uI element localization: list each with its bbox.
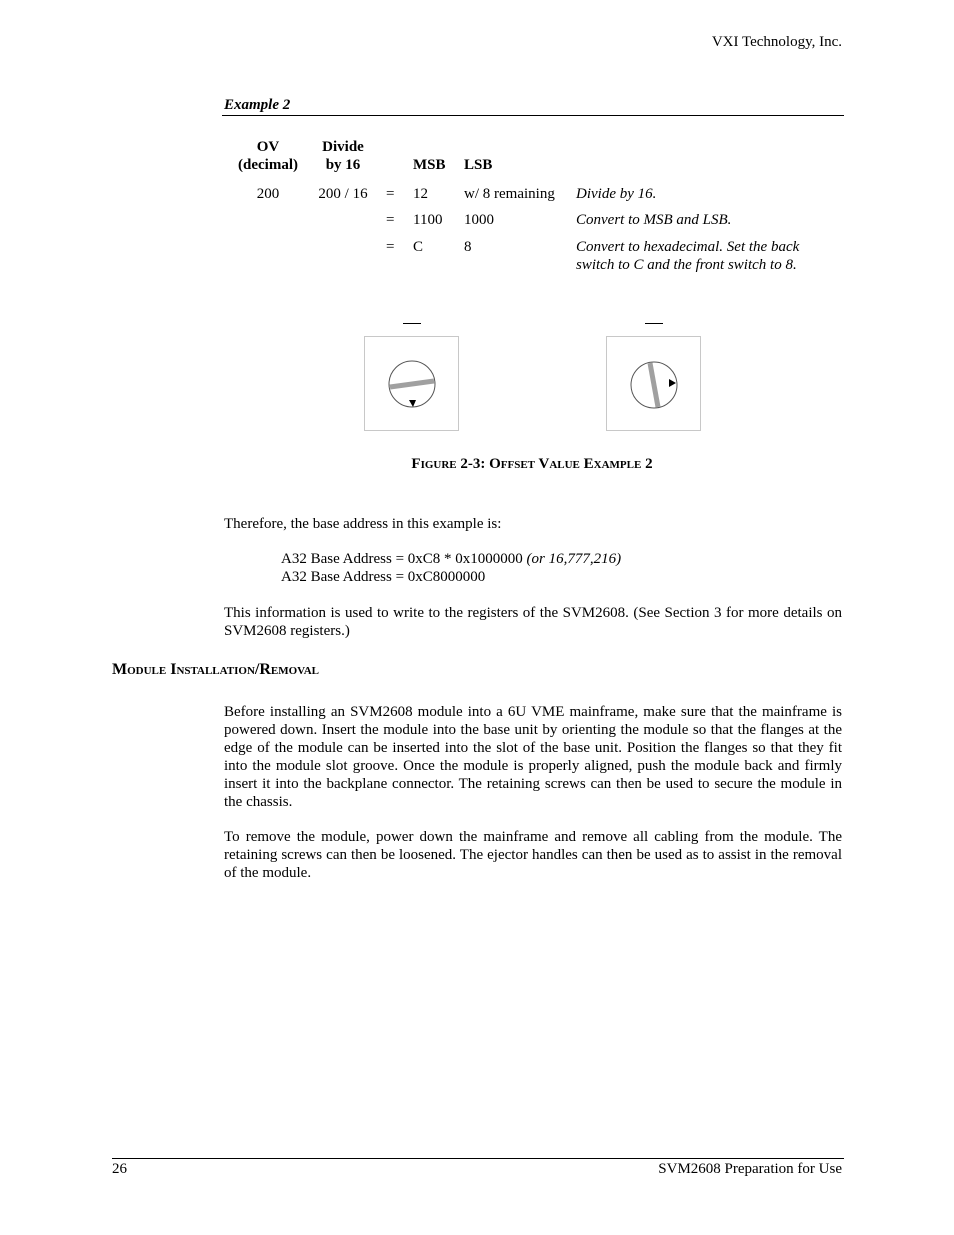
rotary-dial-icon xyxy=(607,337,702,432)
column-header-divide: Divide by 16 xyxy=(322,139,364,173)
paragraph: To remove the module, power down the mainframe and remove all cabling from the module. The retaining screws can then be loosened. The ejector handles can then be used as to assist in the removal of the module. xyxy=(224,829,842,881)
table-cell-lsb: w/ 8 remaining xyxy=(464,186,555,202)
table-cell-note: Convert to MSB and LSB. xyxy=(576,212,732,228)
running-header-company: VXI Technology, Inc. xyxy=(711,34,842,50)
paragraph: This information is used to write to the registers of the SVM2608. (See Section 3 for more details on SVM2608 registers.) xyxy=(224,605,842,639)
table-cell-divide: 200 / 16 xyxy=(318,186,368,202)
column-header-lsb: LSB xyxy=(464,157,493,173)
address-line: A32 Base Address = 0xC8 * 0x1000000 (or 16,777,216) xyxy=(281,551,622,567)
section-heading: Module Installation/Removal xyxy=(112,661,319,678)
dial-marker-line xyxy=(403,323,421,324)
column-header-ov: OV (decimal) xyxy=(238,139,298,173)
footer-title: SVM2608 Preparation for Use xyxy=(658,1161,842,1177)
table-cell-equals: = xyxy=(386,212,395,228)
address-line: A32 Base Address = 0xC8000000 xyxy=(281,569,486,585)
paragraph: Therefore, the base address in this example is: xyxy=(224,516,502,532)
column-header-msb: MSB xyxy=(413,157,446,173)
rotary-switch-back xyxy=(364,336,459,431)
example-title: Example 2 xyxy=(224,97,291,113)
table-cell-ov: 200 xyxy=(256,186,280,202)
table-cell-equals: = xyxy=(386,239,395,255)
table-cell-note: Divide by 16. xyxy=(576,186,657,202)
table-cell-lsb: 1000 xyxy=(464,212,494,228)
table-cell-msb: C xyxy=(413,239,424,255)
table-cell-equals: = xyxy=(386,186,395,202)
example-title-rule xyxy=(222,115,844,116)
page-number: 26 xyxy=(112,1161,127,1177)
figure-caption: Figure 2-3: Offset Value Example 2 xyxy=(411,456,653,472)
rotary-switch-front xyxy=(606,336,701,431)
table-cell-msb: 1100 xyxy=(413,212,443,228)
paragraph: Before installing an SVM2608 module into a 6U VME mainframe, make sure that the mainframe is powered down. Insert the module into the base unit by orienting the module so that the flanges at the edge of the module can be inserted into the slot of the base unit. Position the flanges so that they fit into the module slot groove. Once the module is properly aligned, push the module back and firmly insert it into the backplane connector. The retaining screws can then be used to secure the module in the chassis. xyxy=(224,704,842,810)
footer-rule xyxy=(112,1158,844,1159)
rotary-dial-icon xyxy=(365,337,460,432)
table-cell-msb: 12 xyxy=(413,186,428,202)
table-cell-note: Convert to hexadecimal. Set the back switch to C and the front switch to 8. xyxy=(576,239,800,273)
dial-marker-line xyxy=(645,323,663,324)
table-cell-lsb: 8 xyxy=(464,239,472,255)
